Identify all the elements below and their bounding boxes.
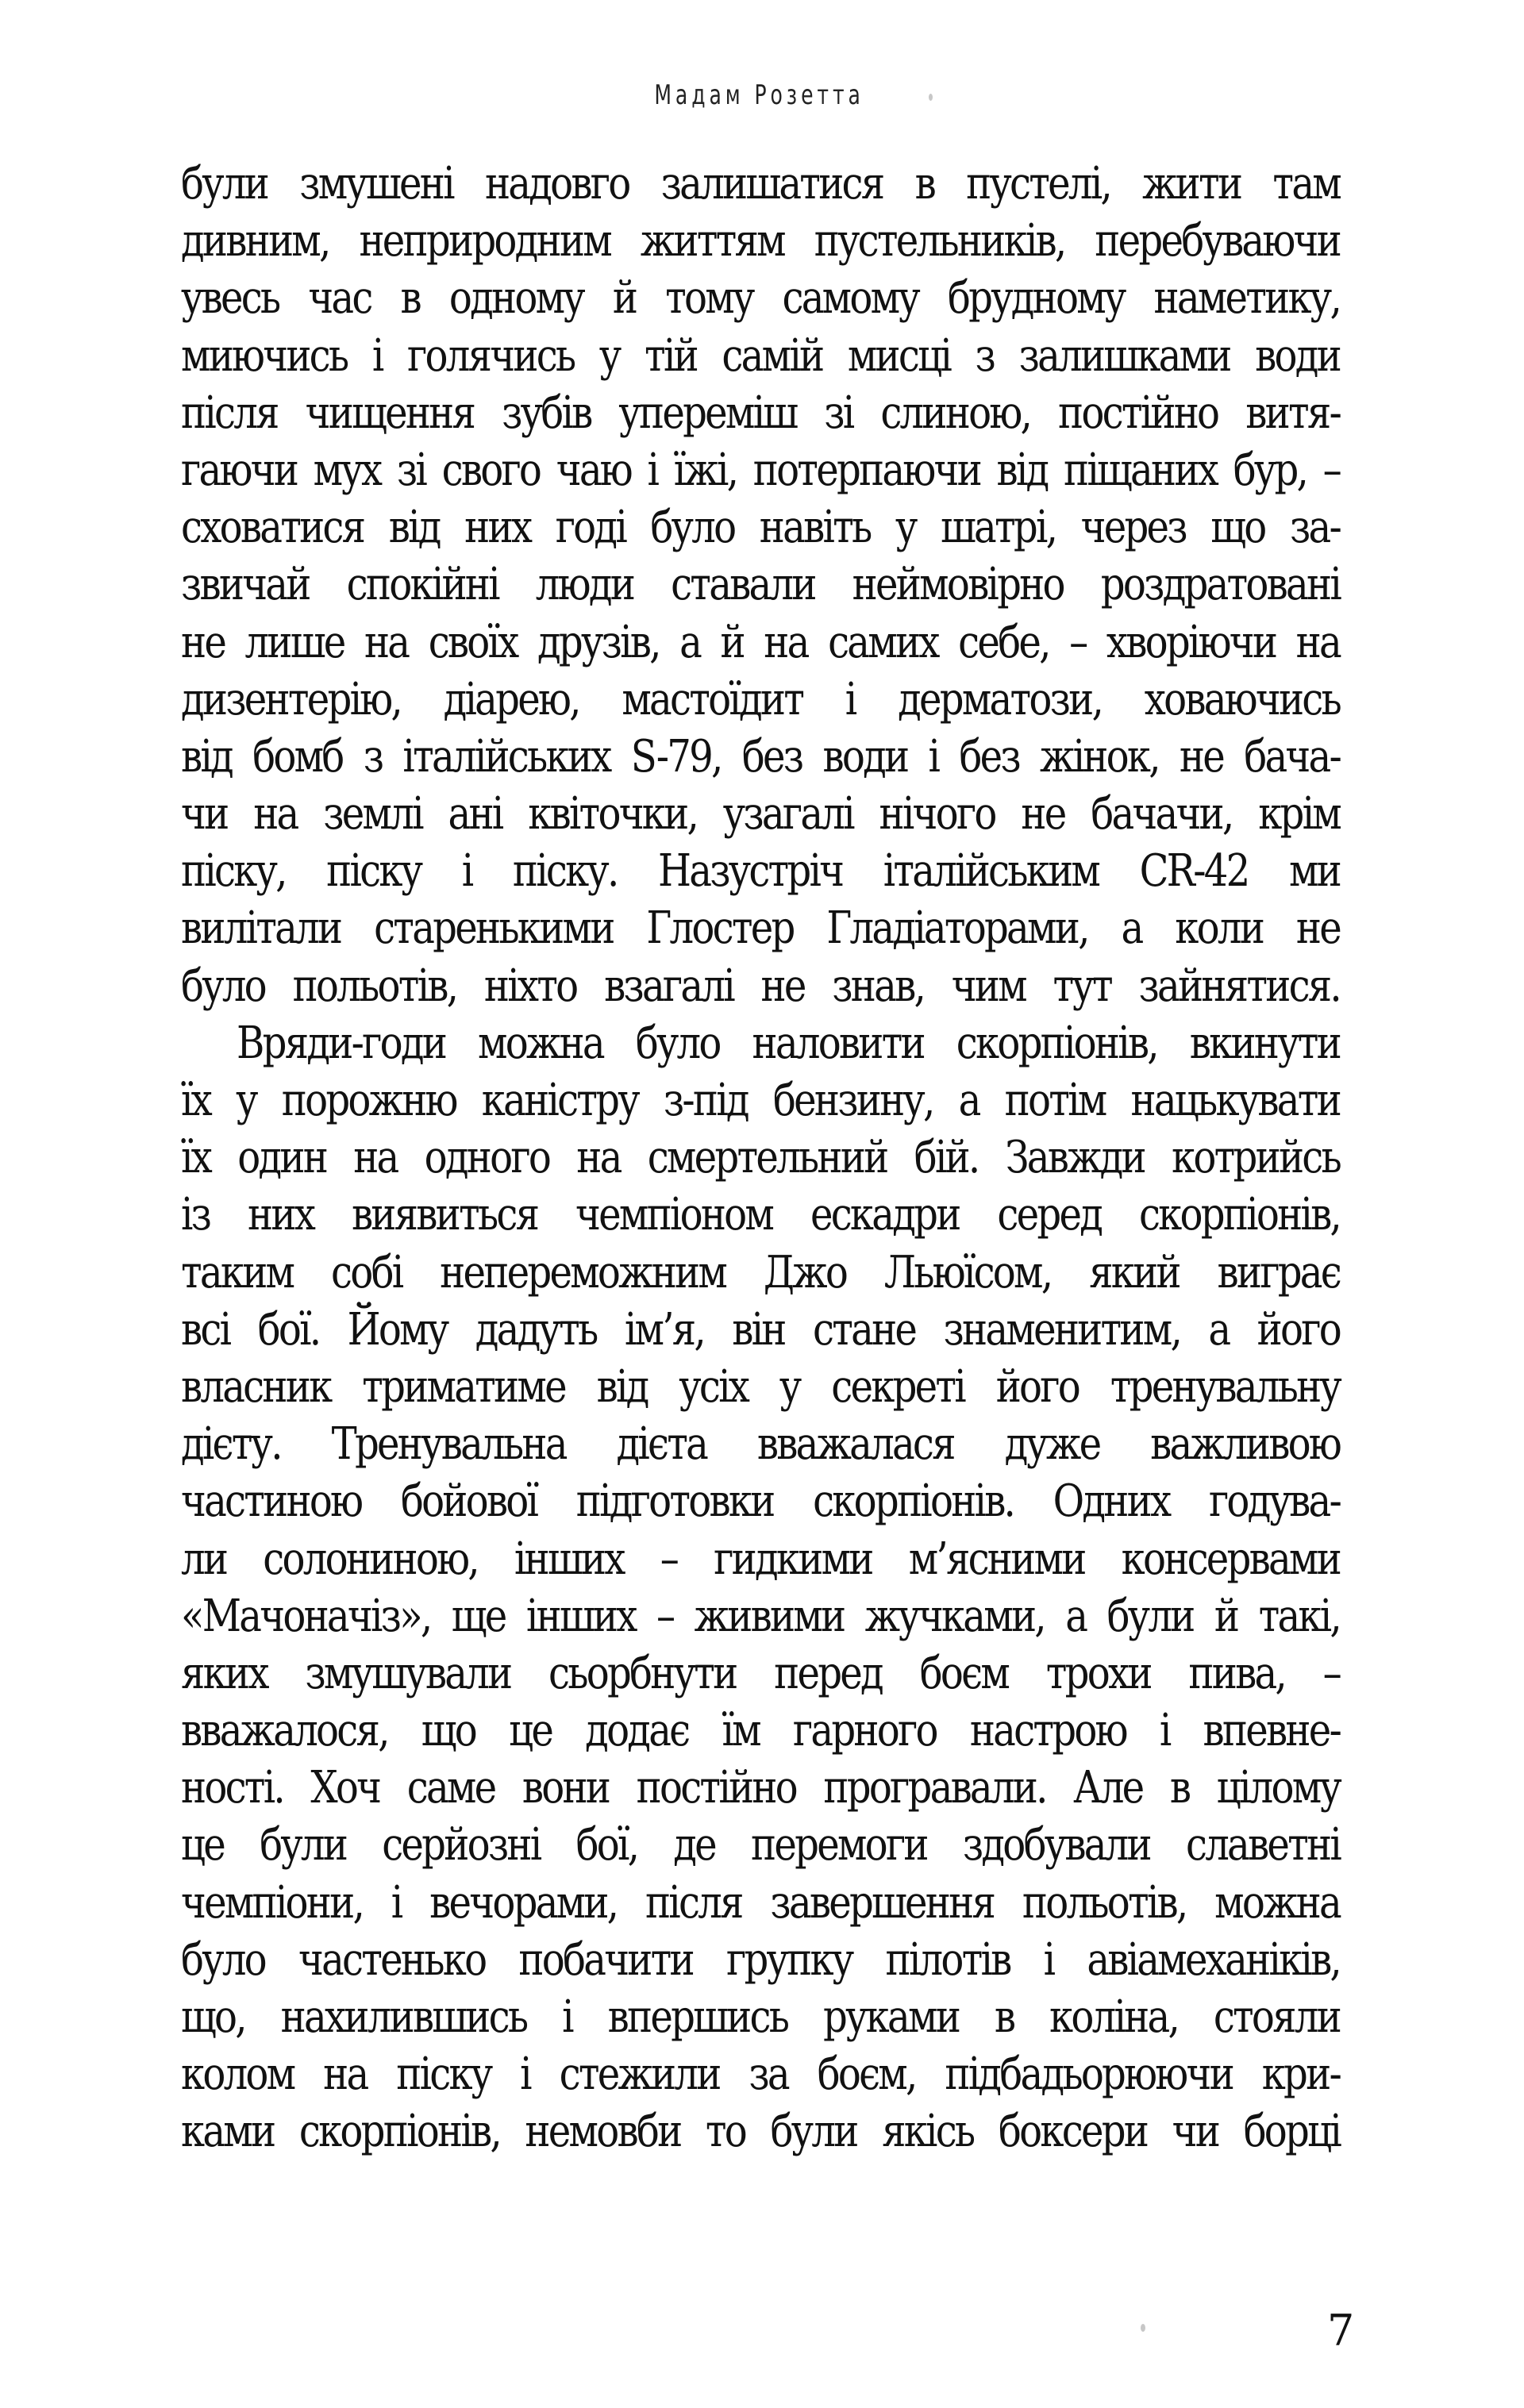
paragraph-1	[181, 156, 1340, 1015]
text-line: частиною бойової підготовки скорпіонів. Одних годува-	[181, 1475, 1340, 1528]
text-line: що, нахилившись і впершись руками в коліна, стояли	[181, 1991, 1340, 2043]
text-line: дизентерію, діарею, мастоїдит і дерматози, ховаючись	[181, 673, 1340, 725]
text-line: колом на піску і стежили за боєм, підбадьорюючи кри-	[181, 2048, 1340, 2101]
scan-speck	[929, 94, 933, 101]
text-line: це були серйозні бої, де перемоги здобували славетні	[181, 1819, 1340, 1871]
page-number: 7	[1327, 2306, 1355, 2356]
scan-speck	[1141, 2324, 1145, 2332]
text-line: від бомб з італійських S-79, без води і без жінок, не бача-	[181, 730, 1340, 783]
text-line: було польотів, ніхто взагалі не знав, чим тут зайнятися.	[181, 960, 1340, 1012]
text-line: звичай спокійні люди ставали неймовірно роздратовані	[181, 559, 1340, 611]
paragraph-2	[181, 1015, 1340, 2161]
text-line: були змушені надовго залишатися в пустелі, жити там	[181, 158, 1340, 210]
text-line: дивним, неприродним життям пустельників, перебуваючи	[181, 215, 1340, 267]
text-line: таким собі непереможним Джо Льюїсом, який виграє	[181, 1246, 1340, 1298]
text-line: гаючи мух зі свого чаю і їжі, потерпаючи від піщаних бур, –	[181, 444, 1340, 496]
text-line: «Мачоначіз», ще інших – живими жучками, а були й такі,	[181, 1590, 1340, 1642]
text-line: вважалося, що це додає їм гарного настрою і впевне-	[181, 1705, 1340, 1757]
text-line: власник триматиме від усіх у секреті його тренувальну	[181, 1360, 1340, 1413]
text-line: після чищення зубів упереміш зі слиною, постійно витя-	[181, 387, 1340, 439]
text-line: чемпіони, і вечорами, після завершення польотів, можна	[181, 1876, 1340, 1929]
text-line: їх один на одного на смертельний бій. Завжди котрийсь	[181, 1132, 1340, 1184]
text-line: всі бої. Йому дадуть ім’я, він стане знаменитим, а його	[181, 1303, 1340, 1356]
body-text	[181, 156, 1340, 2161]
text-line: ли солониною, інших – гидкими м’ясними консервами	[181, 1533, 1340, 1585]
text-line: не лише на своїх друзів, а й на самих себе, – хворіючи на	[181, 616, 1340, 668]
text-line: дієту. Тренувальна дієта вважалася дуже важливою	[181, 1418, 1340, 1471]
text-line: було частенько побачити групку пілотів і авіамеханіків,	[181, 1933, 1340, 1986]
text-line: їх у порожню каністру з-під бензину, а потім нацькувати	[181, 1075, 1340, 1126]
text-line: ками скорпіонів, немовби то були якісь боксери чи борці	[181, 2106, 1340, 2158]
text-line: сховатися від них годі було навіть у шатрі, через що за-	[181, 502, 1340, 554]
text-line: увесь час в одному й тому самому брудному наметику,	[181, 272, 1340, 325]
text-line: чи на землі ані квіточки, узагалі нічого не бачачи, крім	[181, 788, 1340, 840]
text-line: піску, піску і піску. Назустріч італійським CR-42 ми	[181, 845, 1340, 898]
text-line: яких змушували сьорбнути перед боєм трохи пива, –	[181, 1647, 1340, 1699]
text-line: вилітали старенькими Глостер Гладіаторами, а коли не	[181, 902, 1340, 955]
text-line: ності. Хоч саме вони постійно програвали. Але в цілому	[181, 1762, 1340, 1814]
text-line: миючись і голячись у тій самій мисці з залишками води	[181, 329, 1340, 382]
text-line-indented: Вряди-годи можна було наловити скорпіонів, вкинути	[237, 1017, 1340, 1069]
running-head: Мадам Розетта	[654, 79, 864, 111]
text-line: із них виявиться чемпіоном ескадри серед скорпіонів,	[181, 1189, 1340, 1241]
